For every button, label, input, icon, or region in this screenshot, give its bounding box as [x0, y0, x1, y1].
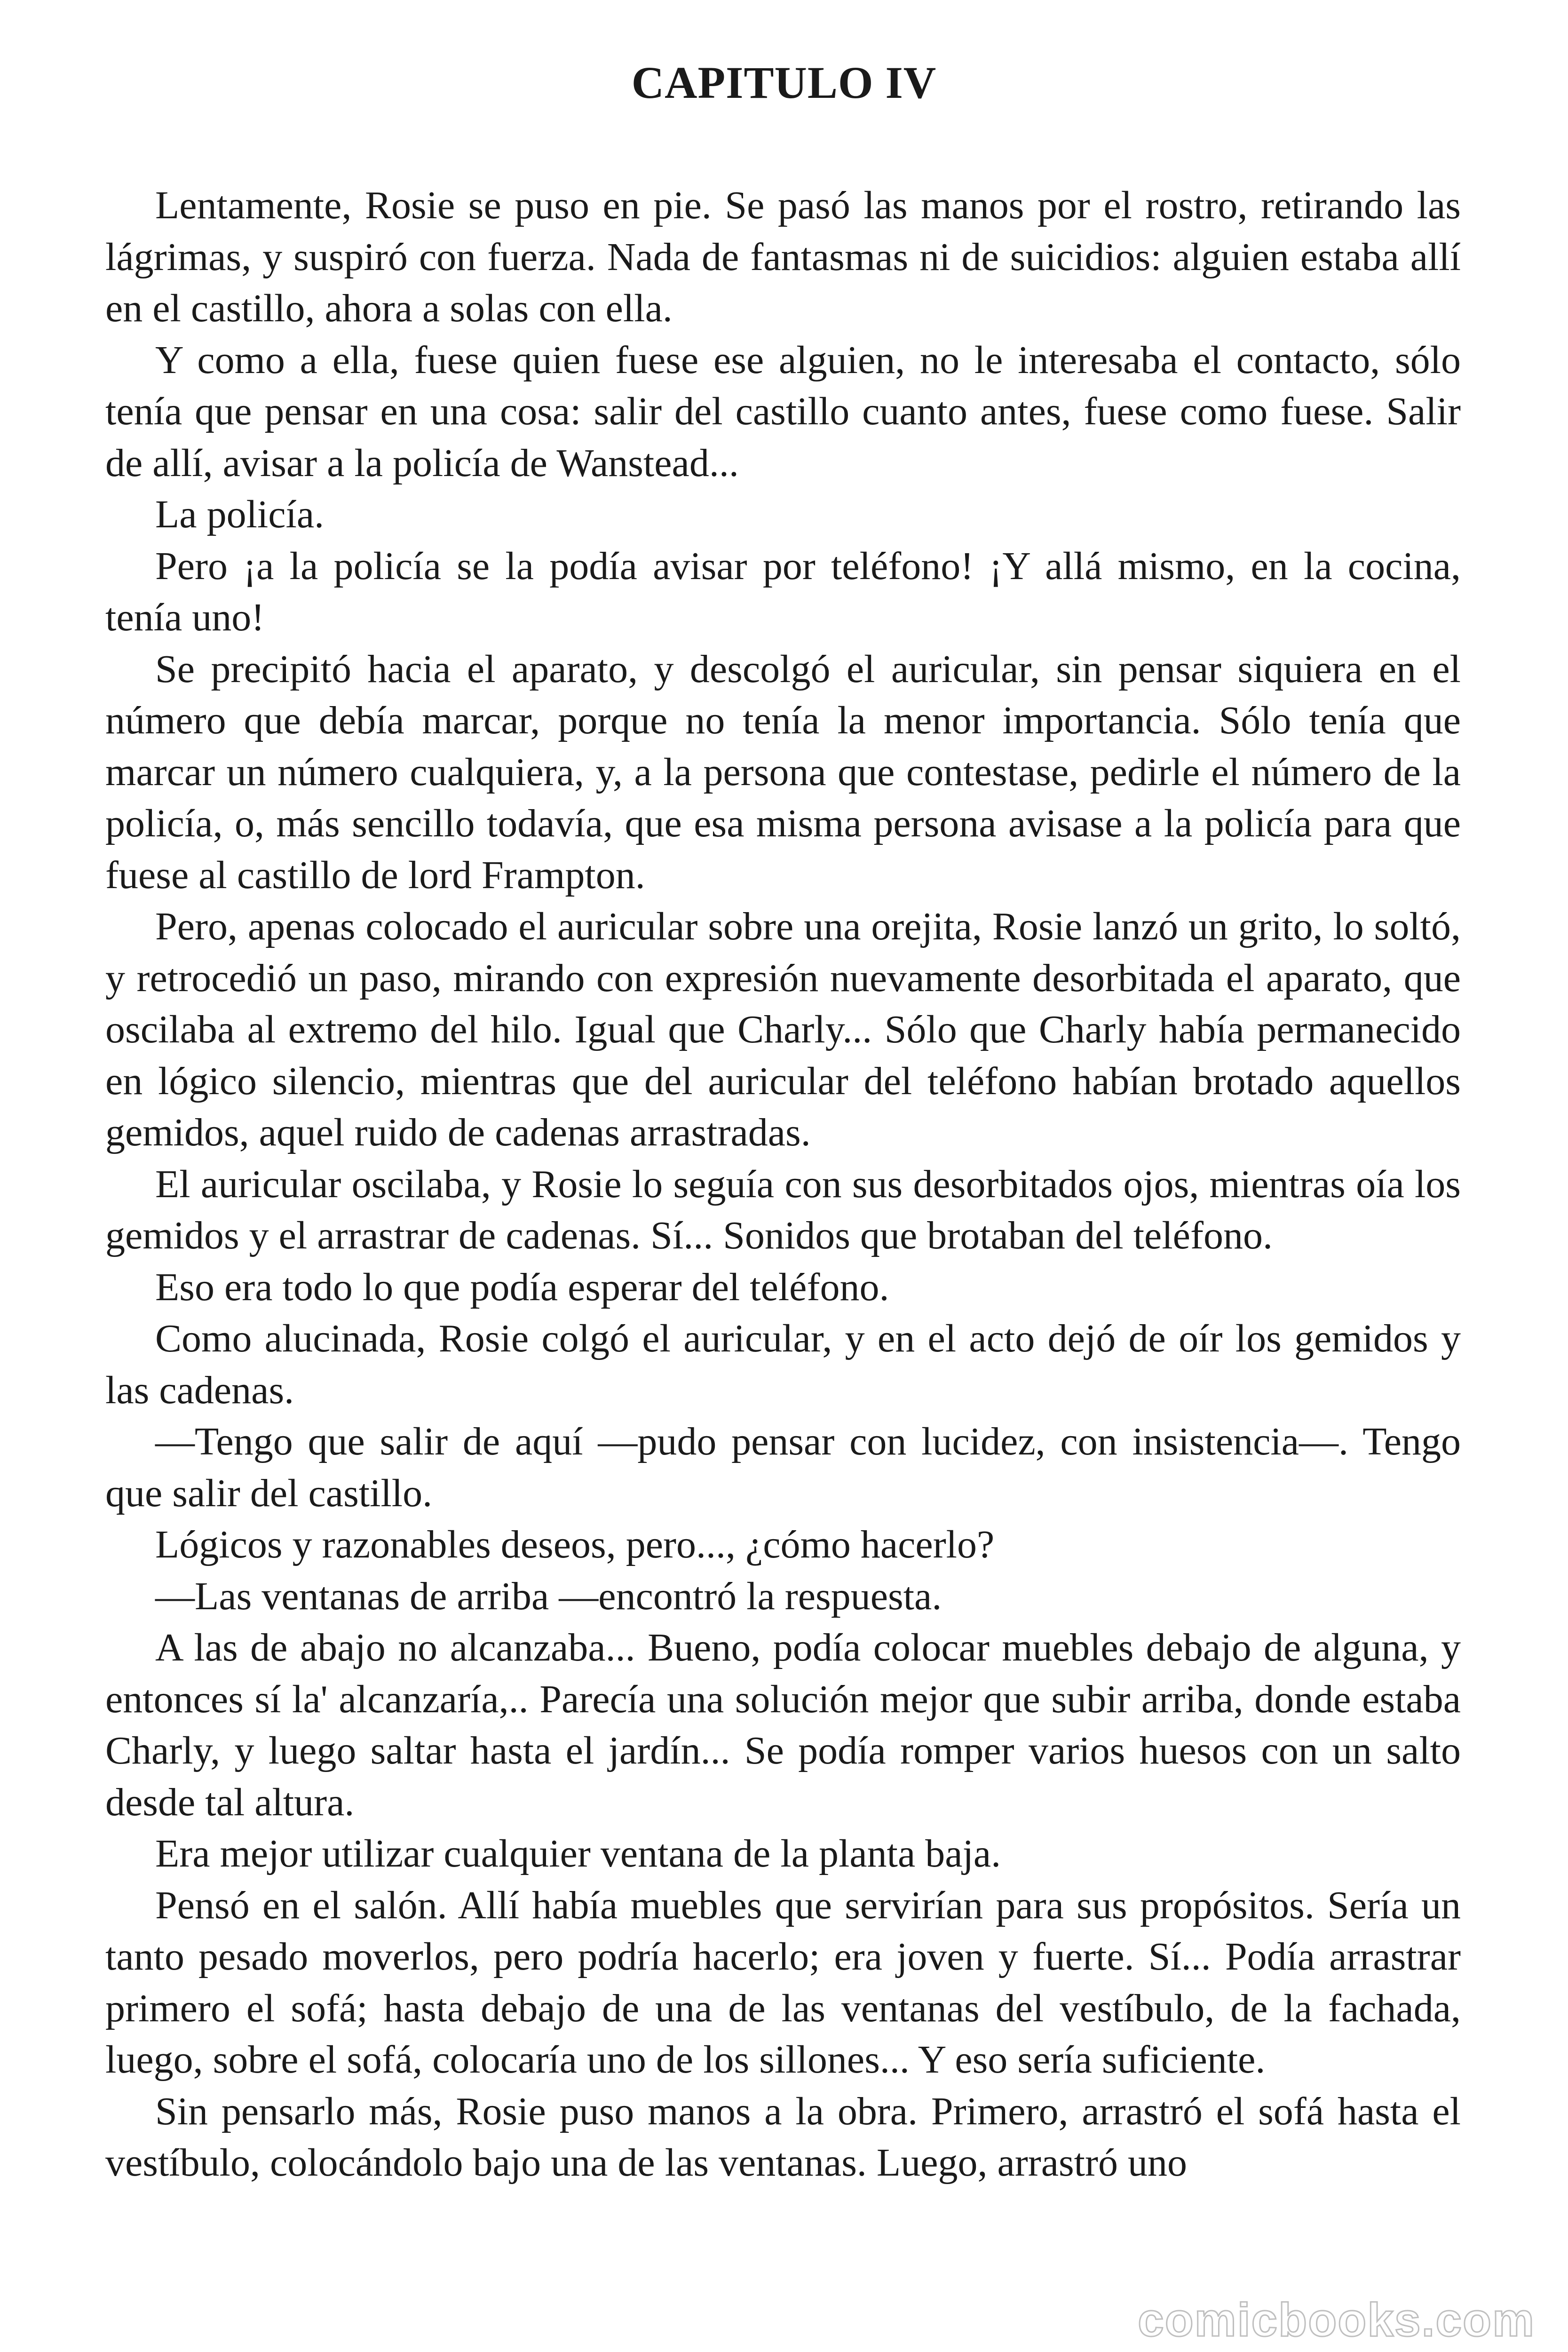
paragraph: A las de abajo no alcanzaba... Bueno, podía colocar muebles debajo de alguna, y entonces sí la' alcanzaría,.. Parecía una solución mejor que subir arriba, donde estaba Charly, y luego saltar hasta el jardín... Se podía romper varios huesos con un salto desde tal altura. [105, 1626, 1461, 1824]
paragraph: Pero ¡a la policía se la podía avisar por teléfono! ¡Y allá mismo, en la cocina, tenía uno! [105, 544, 1461, 639]
paragraph: Se precipitó hacia el aparato, y descolgó el auricular, sin pensar siquiera en el número que debía marcar, porque no tenía la menor importancia. Sólo tenía que marcar un número cualquiera, y, a la persona que contestase, pedirle el número de la policía, o, más sencillo todavía, que esa misma persona avisase a la policía para que fuese al castillo de lord Frampton. [105, 647, 1461, 897]
paragraph: —Las ventanas de arriba —encontró la respuesta. [155, 1574, 942, 1618]
paragraph: Eso era todo lo que podía esperar del teléfono. [155, 1265, 889, 1309]
paragraph: Lógicos y razonables deseos, pero..., ¿cómo hacerlo? [155, 1523, 995, 1566]
paragraph: El auricular oscilaba, y Rosie lo seguía con sus desorbitados ojos, mientras oía los gemidos y el arrastrar de cadenas. Sí... Sonidos que brotaban del teléfono. [105, 1162, 1461, 1257]
paragraph: Pensó en el salón. Allí había muebles que servirían para sus propósitos. Sería un tanto pesado moverlos, pero podría hacerlo; era joven y fuerte. Sí... Podía arrastrar primero el sofá; hasta debajo de una de las ventanas del vestíbulo, de la fachada, luego, sobre el sofá, colocaría uno de los sillones... Y eso sería suficiente. [105, 1883, 1461, 2082]
paragraph: Y como a ella, fuese quien fuese ese alguien, no le interesaba el contacto, sólo tenía que pensar en una cosa: salir del castillo cuanto antes, fuese como fuese. Salir de allí, avisar a la policía de Wanstead... [105, 338, 1461, 485]
paragraph: Sin pensarlo más, Rosie puso manos a la obra. Primero, arrastró el sofá hasta el vestíbulo, colocándolo bajo una de las ventanas. Luego, arrastró uno [105, 2089, 1461, 2185]
paragraph: —Tengo que salir de aquí —pudo pensar con lucidez, con insistencia—. Tengo que salir del castillo. [105, 1420, 1461, 1515]
chapter-title: CAPITULO IV [631, 57, 937, 108]
paragraph: Lentamente, Rosie se puso en pie. Se pasó las manos por el rostro, retirando las lágrimas, y suspiró con fuerza. Nada de fantasmas ni de suicidios: alguien estaba allí en el castillo, ahora a solas con ella. [105, 183, 1461, 330]
paragraph: Pero, apenas colocado el auricular sobre una orejita, Rosie lanzó un grito, lo soltó, y retrocedió un paso, mirando con expresión nuevamente desorbitada el aparato, que oscilaba al extremo del hilo. Igual que Charly... Sólo que Charly había permanecido en lógico silencio, mientras que del auricular del teléfono habían brotado aquellos gemidos, aquel ruido de cadenas arrastradas. [105, 905, 1461, 1154]
watermark-logo: comicbooks.com [1138, 2294, 1535, 2346]
paragraph: La policía. [155, 493, 325, 536]
body-text [105, 180, 1461, 2189]
paragraph: Era mejor utilizar cualquier ventana de la planta baja. [155, 1832, 1001, 1875]
paragraph: Como alucinada, Rosie colgó el auricular, y en el acto dejó de oír los gemidos y las cadenas. [105, 1317, 1461, 1412]
